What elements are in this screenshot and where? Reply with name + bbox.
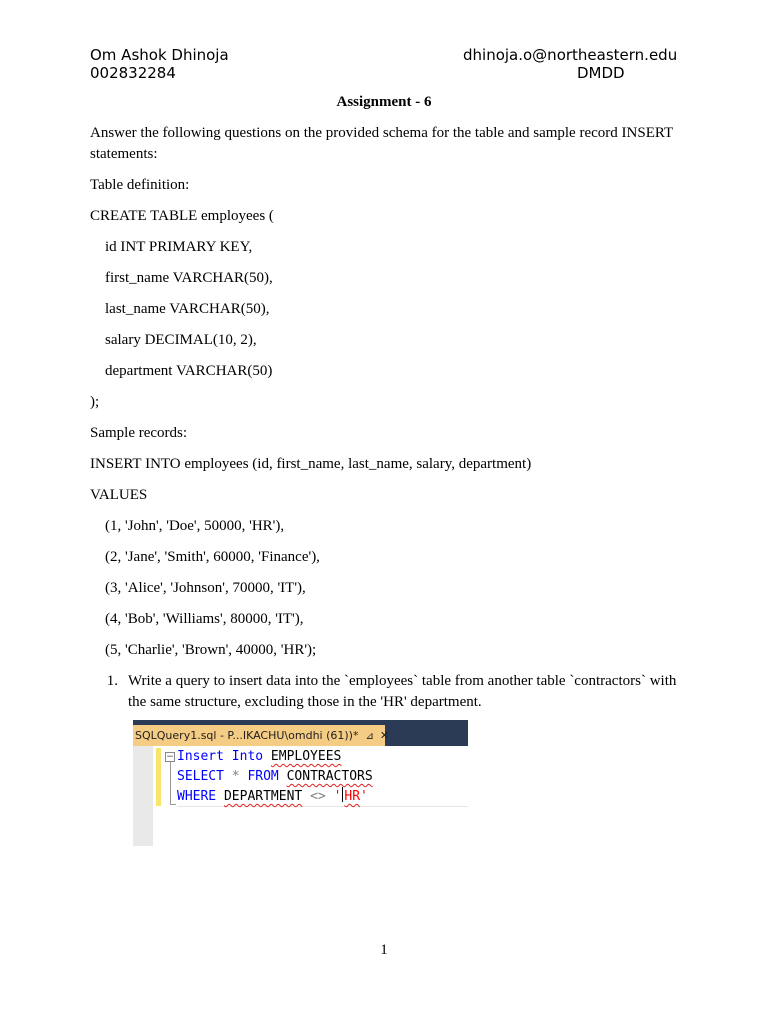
close-icon[interactable]: ✕ [379, 729, 390, 742]
insert-statement: INSERT INTO employees (id, first_name, last_name, salary, department) [90, 456, 532, 472]
sample-record: (2, 'Jane', 'Smith', 60000, 'Finance'), [105, 549, 320, 565]
contact-block [463, 46, 677, 82]
editor-tab[interactable] [133, 725, 390, 746]
sql-operator: <> [310, 789, 326, 804]
table-definition-label: Table definition: [90, 177, 190, 193]
question-text: Write a query to insert data into the `employees` table from another table `contractors` with the same structure, excluding those in the 'HR' department. [128, 673, 677, 710]
code-line [177, 747, 373, 767]
sql-editor-screenshot [133, 720, 468, 846]
sql-string: HR [344, 789, 361, 804]
sql-string-quote: ' [360, 789, 368, 804]
column-def: department VARCHAR(50) [105, 363, 273, 379]
values-keyword: VALUES [90, 487, 148, 503]
column-def: salary DECIMAL(10, 2), [105, 332, 257, 348]
course-code: DMDD [577, 64, 625, 82]
column-def: first_name VARCHAR(50), [105, 270, 273, 286]
sample-record: (3, 'Alice', 'Johnson', 70000, 'IT'), [105, 580, 306, 596]
sample-records-label: Sample records: [90, 425, 188, 441]
sql-string-quote: ' [333, 789, 342, 804]
sample-record: (1, 'John', 'Doe', 50000, 'HR'), [105, 518, 285, 534]
change-margin [156, 748, 161, 806]
document-title: Assignment - 6 [336, 94, 432, 110]
author-name: Om Ashok Dhinoja [90, 46, 229, 64]
code-line [177, 767, 373, 787]
sql-identifier: DEPARTMENT [223, 789, 303, 804]
pin-icon[interactable]: ⊿ [365, 731, 374, 742]
column-def: last_name VARCHAR(50), [105, 301, 270, 317]
collapse-icon[interactable]: − [166, 752, 174, 762]
sample-record: (5, 'Charlie', 'Brown', 40000, 'HR'); [105, 642, 317, 658]
sql-identifier: EMPLOYEES [270, 749, 342, 764]
page-number: 1 [380, 942, 388, 958]
student-id: 002832284 [90, 64, 176, 82]
sql-keyword: SELECT [177, 769, 224, 784]
question-item [90, 671, 680, 713]
sql-identifier: CONTRACTORS [286, 769, 373, 784]
editor-gutter [133, 746, 153, 846]
create-table-close: ); [90, 394, 100, 410]
outline-end [170, 804, 176, 805]
question-number: 1. [106, 673, 118, 689]
author-block [90, 46, 229, 82]
document-body [90, 123, 680, 713]
create-table-line: CREATE TABLE employees ( [90, 208, 274, 224]
editor-tab-bar [133, 720, 468, 746]
column-def: id INT PRIMARY KEY, [105, 239, 253, 255]
sql-code[interactable] [177, 747, 373, 807]
intro-paragraph: Answer the following questions on the provided schema for the table and sample record INSERT statements: [90, 125, 673, 162]
editor-tab-title: SQLQuery1.sql - P...IKACHU\omdhi (61))* [135, 729, 359, 742]
outline-line [170, 762, 171, 804]
sql-keyword: FROM [247, 769, 279, 784]
code-line [177, 787, 373, 807]
sql-keyword: Insert Into [177, 749, 264, 764]
author-email: dhinoja.o@northeastern.edu [463, 46, 678, 64]
sql-operator: * [231, 769, 240, 784]
sql-keyword: WHERE [177, 789, 217, 804]
sample-record: (4, 'Bob', 'Williams', 80000, 'IT'), [105, 611, 304, 627]
